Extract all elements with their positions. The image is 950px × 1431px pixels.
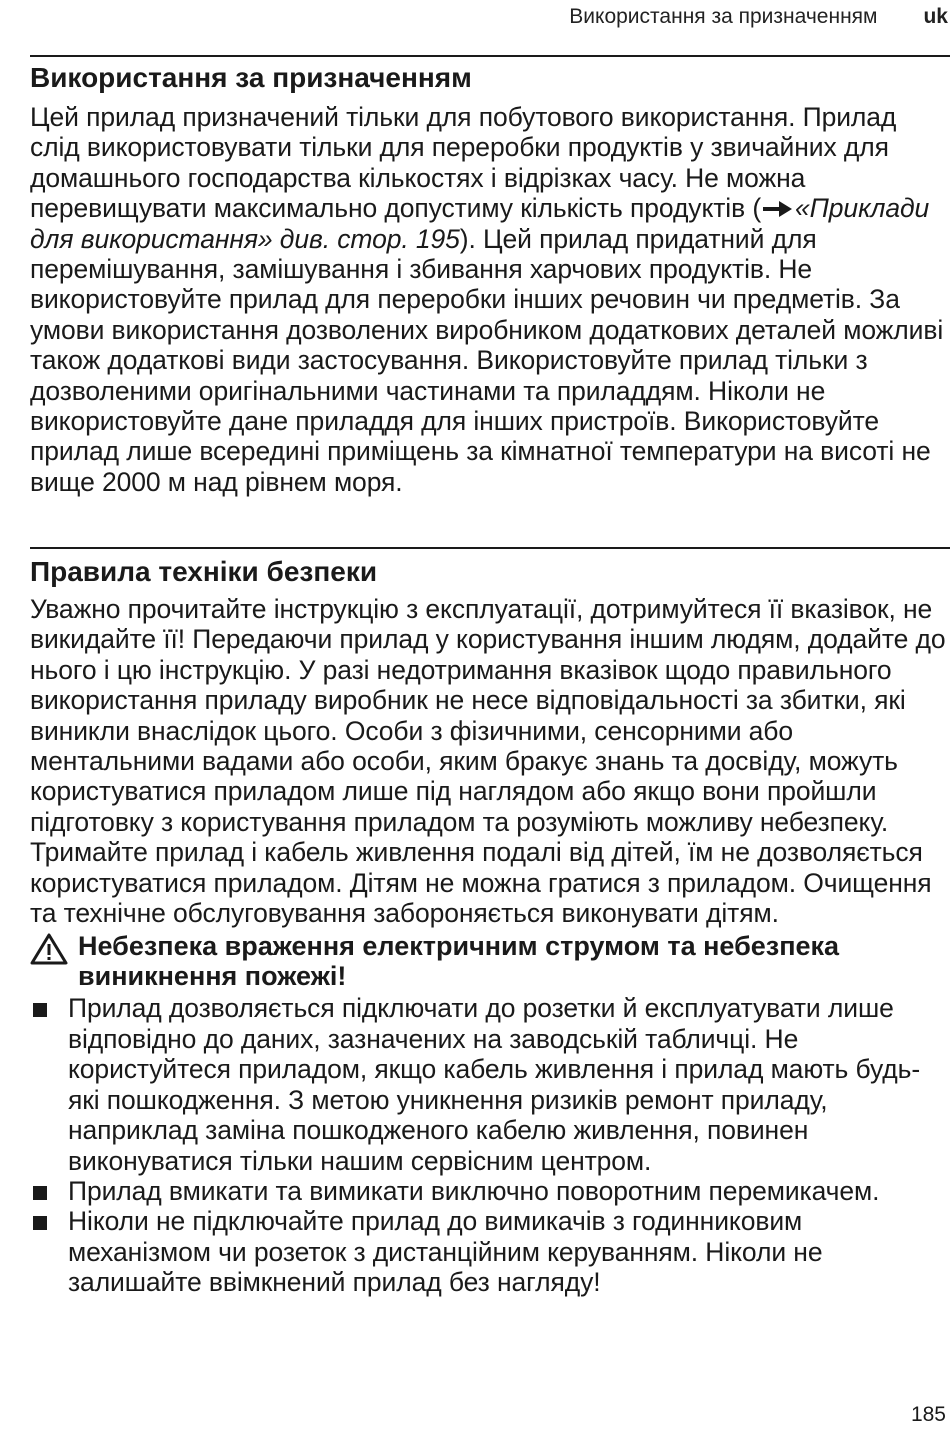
bullet-text: Прилад вмикати та вимикати виключно поворотним перемикачем. bbox=[68, 1175, 880, 1206]
page-number: 185 bbox=[910, 1403, 946, 1426]
safety-paragraph: Уважно прочитайте інструкцію з експлуатації, дотримуйтеся її вказівок, не викидайте її! Передаючи прилад у користування іншим людям, додайте до нього і цю інструкцію. У разі недотримання вказівок щодо правильного використання приладу виробник не несе відповідальності за збитки, які виникли внаслідок цього. Особи з фізичними, сенсорними або ментальними вадами або особи, яким бракує знань та досвіду, можуть користуватися приладом лише під наглядом або якщо вони пройшли підготовку з користування приладом та розуміють можливу небезпеку. Тримайте прилад і кабель живлення подалі від дітей, їм не дозволяється користуватися приладом. Дітям не можна гратися з приладом. Очищення та технічне обслуговування забороняється виконувати дітям. bbox=[30, 594, 946, 929]
language-code: uk bbox=[923, 5, 948, 28]
section-intended-use bbox=[30, 62, 950, 497]
running-header bbox=[30, 4, 948, 30]
square-bullet-icon bbox=[33, 1186, 47, 1200]
square-bullet-icon bbox=[33, 1216, 47, 1230]
list-item bbox=[30, 993, 950, 1175]
section-divider-safety bbox=[30, 547, 950, 549]
warning-triangle-icon bbox=[30, 933, 68, 965]
safety-bullet-list bbox=[30, 993, 950, 1297]
bullet-text: Ніколи не підключайте прилад до вимикачів з годинниковим механізмом чи розеток з дистанційним керуванням. Ніколи не залишайте ввімкнений прилад без нагляду! bbox=[68, 1206, 823, 1298]
warning-block bbox=[30, 931, 950, 991]
section-divider-top bbox=[30, 55, 950, 57]
intended-use-paragraph bbox=[30, 102, 950, 497]
intended-use-text-end: ). Цей прилад придатний для перемішування, замішування і збивання харчових продуктів. Не використовуйте прилад для переробки інших речовин чи предметів. За умови використання дозволених виробником додаткових деталей можливі також додаткові види застосування. Використовуйте прилад тільки з дозволеними оригінальними частинами та приладдям. Ніколи не використовуйте дане приладдя для інших пристроїв. Використовуйте прилад лише всередині приміщень за кімнатної температури на висоті не вище 2000 м над рівнем моря. bbox=[30, 223, 944, 497]
list-item bbox=[30, 1176, 950, 1206]
section-heading-intended-use: Використання за призначенням bbox=[30, 62, 472, 93]
square-bullet-icon bbox=[33, 1003, 47, 1017]
list-item bbox=[30, 1206, 950, 1297]
bullet-text: Прилад дозволяється підключати до розетки й експлуатувати лише відповідно до даних, зазначених на заводській табличці. Не користуйтеся приладом, якщо кабель живлення і прилад мають будь-які пошкодження. З метою уникнення ризиків ремонт приладу, наприклад заміна пошкодженого кабелю живлення, повинен виконуватися тільки нашим сервісним центром. bbox=[68, 993, 921, 1176]
intended-use-text-start: Цей прилад призначений тільки для побутового використання. Прилад слід використовувати тільки для переробки продуктів у звичайних для домашнього господарства кількостях і відрізках часу. Не можна перевищувати максимально допустиму кількість продуктів ( bbox=[30, 102, 897, 224]
warning-text: Небезпека враження електричним струмом та небезпека виникнення пожежі! bbox=[78, 931, 840, 992]
page-reference-link[interactable]: «Приклади для використання» див. стор. 195 bbox=[30, 193, 930, 254]
section-safety bbox=[30, 556, 950, 1298]
section-heading-safety: Правила техніки безпеки bbox=[30, 556, 378, 587]
running-title: Використання за призначенням bbox=[569, 5, 878, 28]
arrow-right-icon bbox=[763, 200, 793, 218]
